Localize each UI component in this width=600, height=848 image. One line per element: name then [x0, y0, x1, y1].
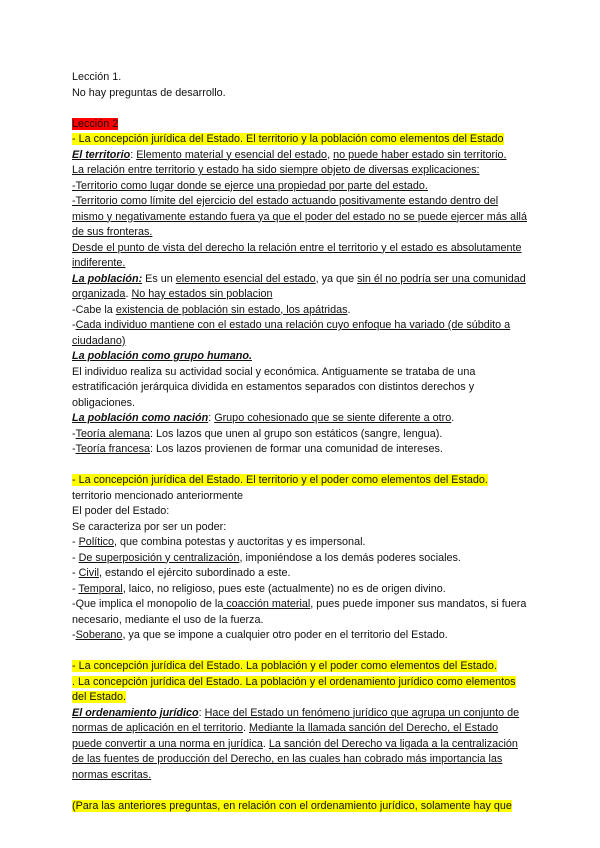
territorio-item-1: -Territorio como lugar donde se ejerce una propiedad por parte del estado.: [72, 179, 428, 192]
poblacion-text-a: Es un: [142, 272, 176, 285]
poblacion-text-c: .: [125, 288, 132, 300]
ordenamiento-def-a: Hace del Estado un fenómeno jurídico que agrupa un conjunto de normas de aplicación en el territorio: [72, 706, 520, 734]
spacer: [72, 458, 527, 474]
poblacion-item2-b: Cada individuo mantiene con el estado una relación cuyo enfoque ha variado (de súbdito a ciudadano): [72, 319, 511, 347]
lesson1-heading: Lección 1.: [72, 71, 122, 83]
nacion-item-1: [72, 427, 527, 443]
poder-item-label: Político: [78, 536, 115, 548]
territorio-def-a: Elemento material y esencial del estado: [136, 148, 328, 161]
territorio-definition: El territorio: Elemento material y esencial del estado, no puede haber estado sin territorio.: [72, 148, 507, 161]
spacer: [72, 644, 527, 660]
final-note-text: (Para las anteriores preguntas, en relación con el ordenamiento jurídico, solamente hay que: [72, 799, 512, 812]
poder-topic: [72, 473, 527, 489]
nacion-item1-text: : Los lazos que unen al grupo son estáticos (sangre, lengua).: [150, 427, 443, 440]
poblacion-item1-c: .: [347, 303, 351, 316]
poder-item-text: , estando el ejército subordinado a este.: [99, 567, 291, 579]
ordenamiento-text-b: .: [243, 722, 250, 734]
monopolio-a: -Que implica el monopolio de la: [72, 598, 224, 610]
poblacion-item1-a: -Cabe la: [72, 303, 116, 316]
poblacion-def-a: elemento esencial del estado: [175, 272, 316, 285]
ordenamiento-text-a: :: [198, 706, 205, 719]
poder-item-pre: -: [72, 536, 79, 548]
lesson2-topic: [72, 132, 527, 148]
nacion-text-b: .: [451, 412, 455, 424]
nacion-item-2: [72, 442, 527, 458]
ordenamiento-topic-1-text: - La concepción jurídica del Estado. La población y el poder como elementos del Estado.: [72, 660, 497, 672]
poder-item: [72, 566, 527, 582]
ordenamiento-term: El ordenamiento jurídico: [72, 706, 199, 719]
territorio-term: El territorio: [72, 148, 131, 161]
poder-item-label: Civil: [78, 567, 100, 579]
ordenamiento-topic-2-text: . La concepción jurídica del Estado. La población y el ordenamiento jurídico como elementos del Estado.: [72, 675, 516, 703]
poder-item-label: De superposición y centralización: [78, 551, 240, 564]
poblacion-def-c: No hay estados sin poblacion: [131, 288, 273, 300]
poblacion-item-2: [72, 318, 527, 349]
ordenamiento-text-c: .: [262, 737, 269, 750]
nacion-item2-label: Teoría francesa: [75, 443, 151, 455]
soberano-pre: -: [72, 629, 76, 641]
poder-title: El poder del Estado:: [72, 505, 170, 517]
ordenamiento-def-b: Mediante la llamada sanción del Derecho, el Estado puede convertir a una norma en jurídica: [72, 722, 499, 750]
poder-ref: territorio mencionado anteriormente: [72, 489, 244, 502]
poder-item-pre: -: [72, 582, 79, 595]
poblacion-def-b: sin él no podría ser una comunidad organizada: [72, 272, 526, 300]
poder-item-pre: -: [72, 551, 79, 564]
monopolio-c: , pues puede imponer sus mandatos, si fuera necesario, mediante el uso de la fuerza.: [72, 598, 527, 626]
ordenamiento-definition: [72, 706, 527, 784]
territorio-relation: La relación entre territorio y estado ha sido siempre objeto de diversas explicaciones:: [72, 164, 480, 176]
spacer: [72, 101, 527, 117]
poder-intro: Se caracteriza por ser un poder:: [72, 520, 227, 533]
poder-item: [72, 551, 527, 567]
lesson2-topic-text: - La concepción jurídica del Estado. El territorio y la población como elementos del Estado: [72, 133, 504, 145]
ordenamiento-topic-1: [72, 659, 527, 675]
nacion-term: La población como nación: [72, 412, 209, 424]
poblacion-item-1: [72, 303, 527, 319]
poblacion-term: La población:: [72, 272, 143, 285]
nacion-definition: [72, 411, 527, 427]
nacion-text-a: :: [208, 412, 215, 424]
poder-soberano: [72, 628, 527, 644]
territorio-item-2: -Territorio como límite del ejercicio del estado actuando positivamente estando dentro del mismo y negativamente estando fuera ya que el poder del estado no se puede ejercer más allá de sus fronteras.: [72, 195, 527, 238]
nacion-item2-pre: -: [72, 443, 76, 455]
document-body: [72, 70, 527, 814]
final-note: [72, 799, 527, 815]
poblacion-definition: [72, 272, 527, 303]
poder-item-pre: -: [72, 567, 79, 579]
lesson2-heading-text: Lección 2: [72, 117, 119, 130]
poder-item-text: , que combina potestas y auctoritas y es impersonal.: [114, 536, 366, 548]
poblacion-item1-b: existencia de población sin estado, los apátridas: [115, 303, 348, 316]
ordenamiento-def-c: La sanción del Derecho va ligada a la centralización de las fuentes de producción del Derecho, en las cuales han cobrado más importancia las normas escritas.: [72, 737, 518, 781]
soberano-text: , ya que se impone a cualquier otro poder en el territorio del Estado.: [122, 629, 448, 641]
spacer: [72, 783, 527, 799]
poder-item-text: , laico, no religioso, pues este (actualmente) no es de origen divino.: [122, 582, 446, 595]
lesson2-heading: [72, 117, 527, 133]
nacion-item1-pre: -: [72, 427, 76, 440]
grupo-humano-text: El individuo realiza su actividad social y económica. Antiguamente se trataba de una estratificación jerárquica dividida en estamentos separados con distintos derechos y obligaciones.: [72, 365, 476, 409]
nacion-def: Grupo cohesionado que se siente diferente a otro: [214, 412, 452, 424]
soberano-label: Soberano: [75, 629, 123, 641]
poder-topic-text: - La concepción jurídica del Estado. El territorio y el poder como elementos del Estado.: [72, 474, 488, 486]
monopolio-b: coacción material: [223, 598, 311, 610]
nacion-item2-text: : Los lazos provienen de formar una comunidad de intereses.: [150, 443, 443, 455]
poblacion-item2-a: -: [72, 319, 76, 331]
poder-item-text: , imponiéndose a los demás poderes sociales.: [239, 551, 461, 564]
territorio-def-b: no puede haber estado sin territorio.: [333, 148, 507, 161]
ordenamiento-topic-2: [72, 675, 527, 706]
poblacion-text-b: , ya que: [315, 272, 358, 285]
poder-item: [72, 535, 527, 551]
territorio-law-view: Desde el punto de vista del derecho la relación entre el territorio y el estado es absolutamente indiferente.: [72, 241, 522, 269]
grupo-humano-term: La población como grupo humano.: [72, 350, 252, 362]
nacion-item1-label: Teoría alemana: [75, 427, 151, 440]
poder-item: [72, 582, 527, 598]
poder-item-label: Temporal: [78, 582, 123, 595]
lesson1-note: No hay preguntas de desarrollo.: [72, 86, 226, 99]
poder-monopolio: [72, 597, 527, 628]
